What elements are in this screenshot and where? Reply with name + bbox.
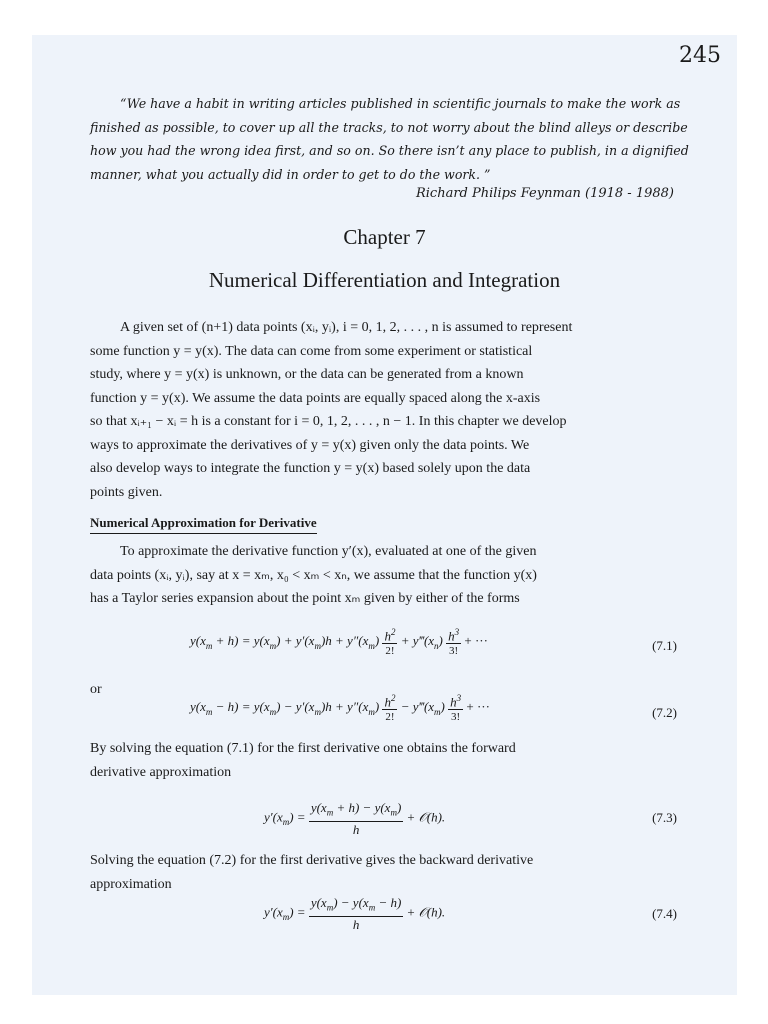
quote-line: manner, what you actually did in order to get to do the work. ” <box>90 166 491 182</box>
text-line: ways to approximate the derivatives of y = y(x) given only the data points. We <box>90 437 530 453</box>
text-line: approximation <box>90 876 172 892</box>
equation-7-4: $y'(x_m)$ = $\frac{y(x_m) - y(x_m - h)}{h}$ + 𝒪(h). <box>264 895 446 932</box>
text-line: also develop ways to integrate the function y = y(x) based solely upon the data <box>90 461 531 476</box>
equation-7-3: $y'(x_m)$ = $\frac{y(x_m + h) - y(x_m)}{h}$ + 𝒪(h). <box>264 800 446 837</box>
forward-paragraph <box>90 737 677 784</box>
text-line: function y = y(x). We assume the data points are equally spaced along the x-axis <box>90 390 541 406</box>
epigraph-quote <box>90 92 689 186</box>
or-text: or <box>90 682 102 697</box>
text-line: Solving the equation (7.2) for the first derivative gives the backward derivative <box>90 853 534 868</box>
quote-line: finished as possible, to cover up all the tracks, to not worry about the blind alleys or describe <box>90 119 688 135</box>
quote-line: how you had the wrong idea first, and so on. So there isn’t any place to publish, in a dignified <box>90 143 689 158</box>
text-line: has a Taylor series expansion about the point xₘ given by either of the forms <box>90 591 520 606</box>
book-page <box>32 35 737 995</box>
equation-7-2: $y(x_m - h) = y(x_m) - y'(x_m)h + y''(x_m)$ $\frac{h^2}{2!}$ − $y‴(x_m)$ $\frac{h^3}{3!}$ + ··· <box>190 693 490 724</box>
quote-line: “We have a habit in writing articles published in scientific journals to make the work as <box>120 96 681 111</box>
section-heading: Numerical Approximation for Derivative <box>90 515 317 534</box>
text-line: By solving the equation (7.1) for the first derivative one obtains the forward <box>90 741 516 756</box>
text-line: some function y = y(x). The data can come from some experiment or statistical <box>90 343 533 359</box>
equation-number: (7.2) <box>652 705 677 720</box>
chapter-number: Chapter 7 <box>343 225 426 249</box>
section-paragraph <box>90 540 677 611</box>
text-line: points given. <box>90 484 163 500</box>
text-line: study, where y = y(x) is unknown, or the data can be generated from a known <box>90 367 524 382</box>
text-line: derivative approximation <box>90 764 232 780</box>
text-line: data points (xᵢ, yᵢ), say at x = xₘ, x₀ < xₘ < xₙ, we assume that the function y(x) <box>90 567 537 583</box>
equation-number: (7.1) <box>652 638 677 653</box>
text-line: To approximate the derivative function y′(x), evaluated at one of the given <box>120 544 537 559</box>
intro-paragraph <box>90 316 677 504</box>
equation-number: (7.3) <box>652 810 677 825</box>
backward-paragraph <box>90 849 677 896</box>
equation-number: (7.4) <box>652 906 677 921</box>
equation-7-1: $y(x_m + h) = y(x_m) + y'(x_m)h + y''(x_m)$ $\frac{h^2}{2!}$ + $y‴(x_n)$ $\frac{h^3}{3!}$ + ··· <box>190 627 488 658</box>
text-line: A given set of (n+1) data points (xᵢ, yᵢ), i = 0, 1, 2, . . . , n is assumed to represent <box>120 320 573 335</box>
quote-author: Richard Philips Feynman (1918 - 1988) <box>415 186 674 201</box>
page-number: 245 <box>679 43 721 68</box>
chapter-title: Numerical Differentiation and Integration <box>208 268 561 292</box>
text-line: so that xᵢ₊₁ − xᵢ = h is a constant for i = 0, 1, 2, . . . , n − 1. In this chapter we develop <box>90 414 567 429</box>
